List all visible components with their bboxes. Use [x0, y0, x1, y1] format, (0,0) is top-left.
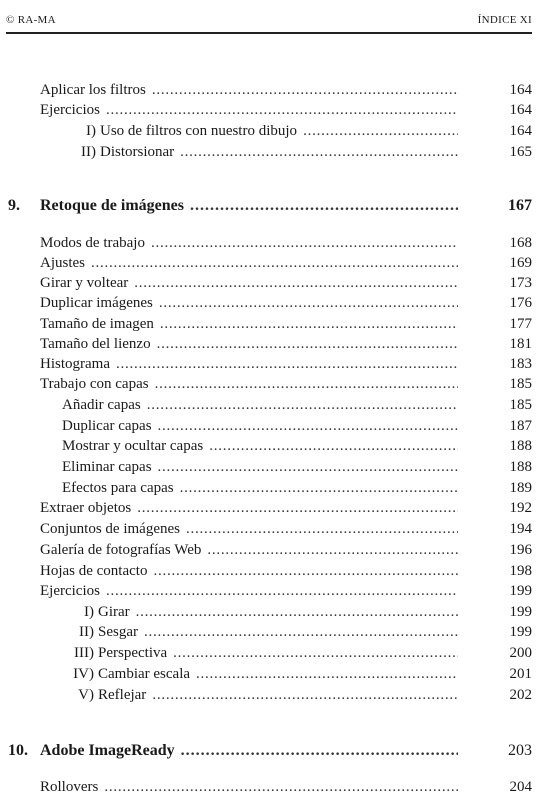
entry-title: Histograma: [40, 356, 110, 372]
page-number: 199: [509, 604, 532, 620]
toc-entry-23: [0, 602, 538, 622]
exercise-number: IV): [73, 666, 94, 682]
entry-title: Uso de filtros con nuestro dibujo: [100, 123, 298, 139]
page-number: 200: [509, 645, 532, 661]
entry-title: Trabajo con capas: [40, 376, 149, 392]
entry-title: Ejercicios: [40, 102, 100, 118]
toc-chapter-4: [0, 196, 538, 216]
page-number: 164: [509, 102, 532, 118]
toc-entry-13: [0, 395, 538, 415]
toc-entry-6: [0, 253, 538, 273]
dot-leader: [137, 498, 458, 518]
toc-entry-14: [0, 416, 538, 436]
toc-entry-2: [0, 121, 538, 141]
dot-leader: [91, 253, 458, 273]
entry-title: Duplicar imágenes: [40, 295, 153, 311]
entry-title: Hojas de contacto: [40, 563, 148, 579]
toc-entry-16: [0, 457, 538, 477]
page-number: 198: [509, 563, 532, 579]
entry-title: Eliminar capas: [62, 459, 152, 475]
dot-leader: [181, 741, 458, 761]
dot-leader: [104, 777, 458, 797]
dot-leader: [173, 643, 458, 663]
dot-leader: [180, 478, 458, 498]
dot-leader: [153, 561, 458, 581]
toc-entry-12: [0, 374, 538, 394]
toc-entry-8: [0, 293, 538, 313]
toc-entry-9: [0, 314, 538, 334]
toc-entry-21: [0, 561, 538, 581]
page-number: 185: [509, 376, 532, 392]
page-number: 194: [509, 521, 532, 537]
page-number: 164: [509, 123, 532, 139]
dot-leader: [160, 314, 458, 334]
page-number: 192: [509, 500, 532, 516]
page-number: 199: [509, 624, 532, 640]
dot-leader: [116, 354, 458, 374]
running-head: ÍNDICE XI: [477, 14, 532, 26]
dot-leader: [207, 540, 458, 560]
entry-title: Girar: [98, 604, 130, 620]
dot-leader: [186, 519, 458, 539]
page-number: 177: [509, 316, 532, 332]
page-number: 202: [509, 687, 532, 703]
dot-leader: [152, 685, 458, 705]
page-number: 188: [509, 459, 532, 475]
page-number: 203: [508, 742, 532, 759]
entry-title: Ajustes: [40, 255, 85, 271]
entry-title: Extraer objetos: [40, 500, 132, 516]
toc-entry-18: [0, 498, 538, 518]
toc-entry-0: [0, 80, 538, 100]
entry-title: Girar y voltear: [40, 275, 129, 291]
page-number: 188: [509, 438, 532, 454]
page-number: 189: [509, 480, 532, 496]
toc-entry-20: [0, 540, 538, 560]
entry-title: Retoque de imágenes: [40, 197, 184, 214]
publisher-mark: © RA-MA: [6, 14, 56, 26]
dot-leader: [196, 664, 458, 684]
dot-leader: [134, 273, 458, 293]
page-number: 168: [509, 235, 532, 251]
toc-entry-26: [0, 664, 538, 684]
exercise-number: V): [78, 687, 94, 703]
entry-title: Galería de fotografías Web: [40, 542, 202, 558]
entry-title: Adobe ImageReady: [40, 742, 175, 759]
dot-leader: [190, 196, 458, 216]
page-number: 196: [509, 542, 532, 558]
dot-leader: [136, 602, 458, 622]
toc-entry-29: [0, 777, 538, 797]
exercise-number: I): [86, 123, 96, 139]
page-number: 169: [509, 255, 532, 271]
exercise-number: I): [84, 604, 94, 620]
toc-entry-17: [0, 478, 538, 498]
toc-entry-25: [0, 643, 538, 663]
entry-title: Cambiar escala: [98, 666, 191, 682]
toc-entry-3: [0, 142, 538, 162]
dot-leader: [159, 293, 458, 313]
toc-entry-15: [0, 436, 538, 456]
toc-chapter-28: [0, 741, 538, 761]
page-number: 181: [509, 336, 532, 352]
chapter-number: 10.: [8, 742, 28, 759]
toc-entry-11: [0, 354, 538, 374]
entry-title: Mostrar y ocultar capas: [62, 438, 204, 454]
toc-entry-24: [0, 622, 538, 642]
toc-entry-5: [0, 233, 538, 253]
page-number: 165: [509, 144, 532, 160]
page-number: 185: [509, 397, 532, 413]
entry-title: Duplicar capas: [62, 418, 152, 434]
entry-title: Tamaño de imagen: [40, 316, 154, 332]
dot-leader: [158, 457, 458, 477]
page-number: 183: [509, 356, 532, 372]
page-number: 176: [509, 295, 532, 311]
toc-entry-19: [0, 519, 538, 539]
page-number: 173: [509, 275, 532, 291]
toc-entry-27: [0, 685, 538, 705]
dot-leader: [151, 233, 458, 253]
entry-title: Aplicar los filtros: [40, 82, 146, 98]
exercise-number: III): [74, 645, 94, 661]
exercise-number: II): [81, 144, 96, 160]
entry-title: Tamaño del lienzo: [40, 336, 151, 352]
dot-leader: [147, 395, 458, 415]
dot-leader: [209, 436, 458, 456]
page-number: 204: [509, 779, 532, 795]
entry-title: Sesgar: [98, 624, 138, 640]
toc-entry-1: [0, 100, 538, 120]
exercise-number: II): [79, 624, 94, 640]
entry-title: Conjuntos de imágenes: [40, 521, 180, 537]
dot-leader: [303, 121, 458, 141]
chapter-number: 9.: [8, 197, 20, 214]
dot-leader: [155, 374, 458, 394]
entry-title: Añadir capas: [62, 397, 141, 413]
page-number: 201: [509, 666, 532, 682]
page-number: 187: [509, 418, 532, 434]
dot-leader: [144, 622, 458, 642]
page-number: 199: [509, 583, 532, 599]
dot-leader: [180, 142, 458, 162]
page-header: [6, 10, 532, 34]
dot-leader: [106, 581, 458, 601]
page-number: 167: [508, 197, 532, 214]
entry-title: Perspectiva: [98, 645, 168, 661]
toc-entry-10: [0, 334, 538, 354]
entry-title: Rollovers: [40, 779, 99, 795]
dot-leader: [157, 334, 458, 354]
entry-title: Distorsionar: [100, 144, 175, 160]
entry-title: Reflejar: [98, 687, 147, 703]
dot-leader: [152, 80, 458, 100]
dot-leader: [106, 100, 458, 120]
toc-entry-7: [0, 273, 538, 293]
dot-leader: [158, 416, 458, 436]
entry-title: Ejercicios: [40, 583, 100, 599]
page-number: 164: [509, 82, 532, 98]
toc-entry-22: [0, 581, 538, 601]
entry-title: Efectos para capas: [62, 480, 174, 496]
entry-title: Modos de trabajo: [40, 235, 145, 251]
